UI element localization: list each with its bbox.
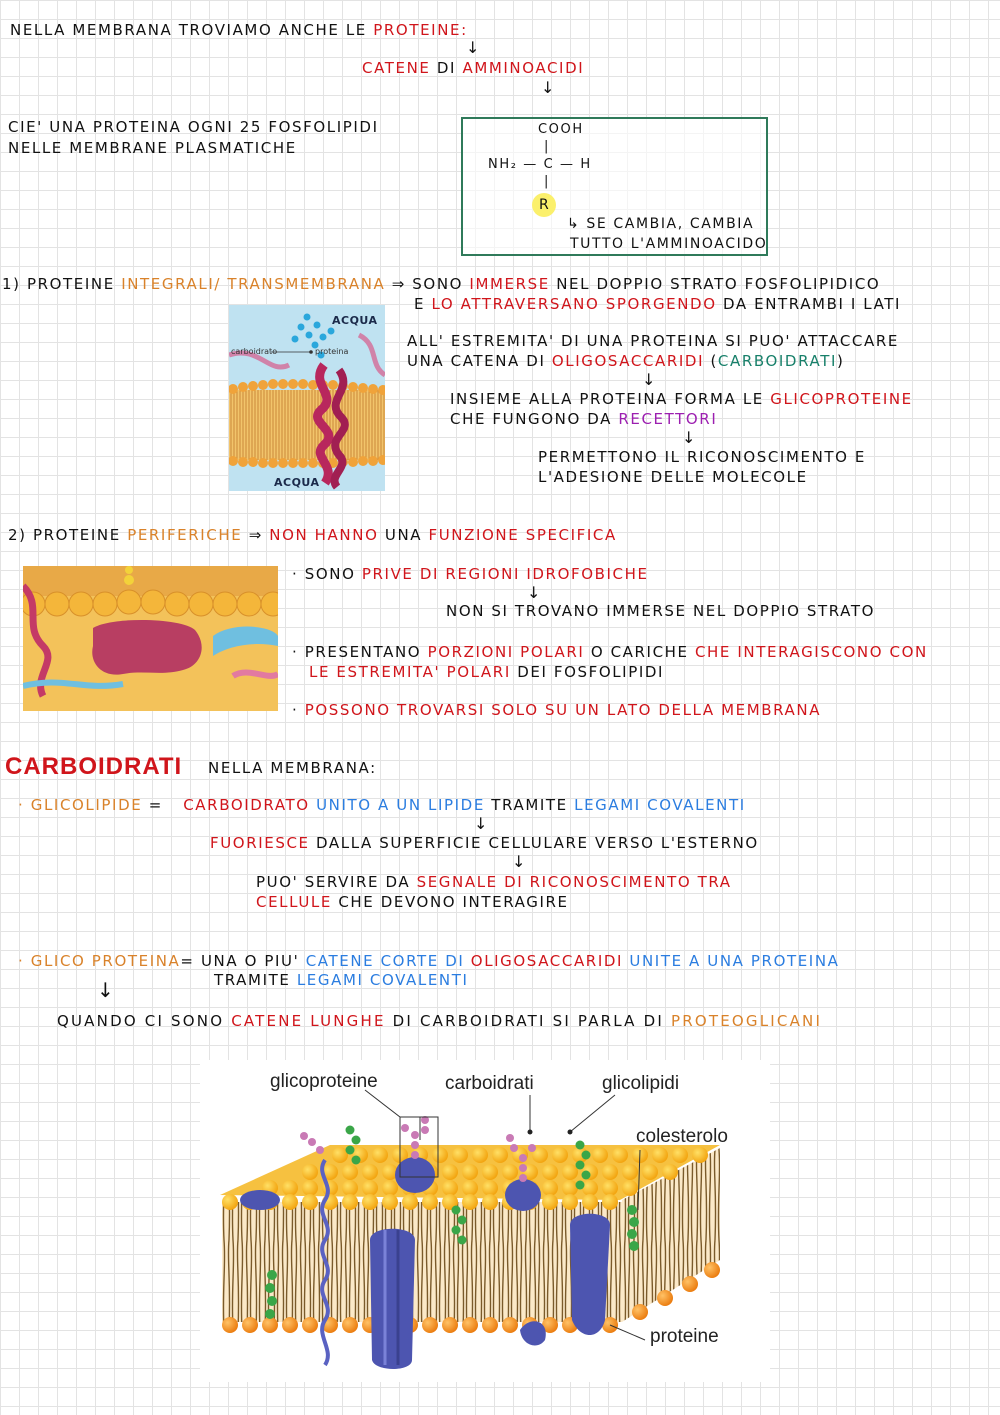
acqua-bottom-label: ACQUA [274,476,320,489]
cooh-label: COOH [538,122,584,137]
ratio-line-2: NELLE MEMBRANE PLASMATICHE [8,139,297,157]
integral-line-2: E LO ATTRAVERSANO SPORGENDO DA ENTRAMBI I LATI [414,295,902,313]
peripheral-bullet-3: · POSSONO TROVARSI SOLO SU UN LATO DELLA MEMBRANA [292,701,822,719]
glicolipide-line: · GLICOLIPIDE = CARBOIDRATO UNITO A UN LIPIDE TRAMITE LEGAMI COVALENTI [18,796,746,814]
fuoriesce-line: FUORIESCE DALLA SUPERFICIE CELLULARE VERSO L'ESTERNO [210,834,759,852]
r-note-2: TUTTO L'AMMINOACIDO [570,236,768,252]
amminoacidi-text: AMMINOACIDI [462,59,585,77]
down-arrow-icon: ↓ [527,583,541,602]
segnale-line-1: PUO' SERVIRE DA SEGNALE DI RICONOSCIMENTO TRA [256,873,732,891]
oligo-line-1: ALL' ESTREMITA' DI UNA PROTEINA SI PUO' ATTACCARE [407,332,899,350]
perm-line-2: L'ADESIONE DELLE MOLECOLE [538,468,808,486]
oligo-line-2: UNA CATENA DI OLIGOSACCARIDI (CARBOIDRATI) [407,352,845,370]
curved-arrow-icon: ↳ [567,216,581,232]
peripheral-heading: 2) PROTEINE PERIFERICHE ⇒ NON HANNO UNA FUNZIONE SPECIFICA [8,526,617,544]
peripheral-bullet-2: · PRESENTANO PORZIONI POLARI O CARICHE CHE INTERAGISCONO CON [292,643,928,661]
membrane-diagram [200,1060,770,1382]
glicolipidi-label: glicolipidi [602,1073,680,1094]
r-note-1: ↳ SE CAMBIA, CAMBIA [567,216,755,232]
peripheral-protein-image [23,566,278,711]
proteoglicani-line: QUANDO CI SONO CATENE LUNGHE DI CARBOIDRATI SI PARLA DI PROTEOGLICANI [57,1012,823,1030]
glico-line-2: CHE FUNGONO DA RECETTORI [450,410,718,428]
acqua-top-label: ACQUA [332,314,378,327]
peripheral-bullet-1: · SONO PRIVE DI REGIONI IDROFOBICHE [292,565,649,583]
carboidrati-label: carboidrati [445,1073,534,1094]
di-text: DI [436,59,457,77]
integral-protein-image [229,305,385,491]
down-arrow-icon: ↓ [541,78,555,97]
segnale-line-2: CELLULE CHE DEVONO INTERAGIRE [256,893,569,911]
glicoproteina-line: · GLICO PROTEINA= UNA O PIU' CATENE CORTE DI OLIGOSACCARIDI UNITE A UNA PROTEINA [18,952,840,970]
intro-line [10,20,468,40]
down-arrow-icon: ↓ [682,428,696,447]
glicoproteina-line-2: TRAMITE LEGAMI COVALENTI [214,971,469,989]
intro-proteine: PROTEINE: [373,21,468,39]
integral-heading: 1) PROTEINE INTEGRALI/ TRANSMEMBRANA ⇒ SONO IMMERSE NEL DOPPIO STRATO FOSFOLIPIDICO [2,275,881,293]
carbs-title-rest: NELLA MEMBRANA: [208,759,377,777]
membrane-illustration [229,305,385,491]
catene-line [362,58,584,78]
perm-line-1: PERMETTONO IL RICONOSCIMENTO E [538,448,867,466]
proteina-label: proteina [315,347,349,356]
bond-vertical: | [544,139,550,154]
bond-vertical: | [544,174,550,189]
glico-line-1: INSIEME ALLA PROTEINA FORMA LE GLICOPROTEINE [450,390,913,408]
intro-text: NELLA MEMBRANA TROVIAMO ANCHE LE [10,21,367,39]
down-arrow-icon: ↓ [474,814,488,833]
carboidrato-label: carboidrato [231,347,278,356]
down-arrow-icon: ↓ [512,852,526,871]
colesterolo-label: colesterolo [636,1126,728,1147]
catene-text: CATENE [362,59,431,77]
proteine-label: proteine [650,1326,719,1347]
r-group: R [539,197,551,213]
glicoproteine-label: glicoproteine [270,1071,378,1092]
ratio-line-1: CIE' UNA PROTEINA OGNI 25 FOSFOLIPIDI [8,118,379,136]
peripheral-bullet-1-sub: NON SI TROVANO IMMERSE NEL DOPPIO STRATO [446,602,876,620]
peripheral-illustration [23,566,278,711]
carbs-title: CARBOIDRATI [5,753,183,780]
down-arrow-icon: ↓ [642,370,656,389]
down-arrow-icon: ↓ [466,38,480,57]
amino-formula: NH₂ — C — H [488,157,592,172]
peripheral-bullet-2-line-2: LE ESTREMITA' POLARI DEI FOSFOLIPIDI [309,663,665,681]
down-arrow-icon: ↓ [97,978,114,1002]
